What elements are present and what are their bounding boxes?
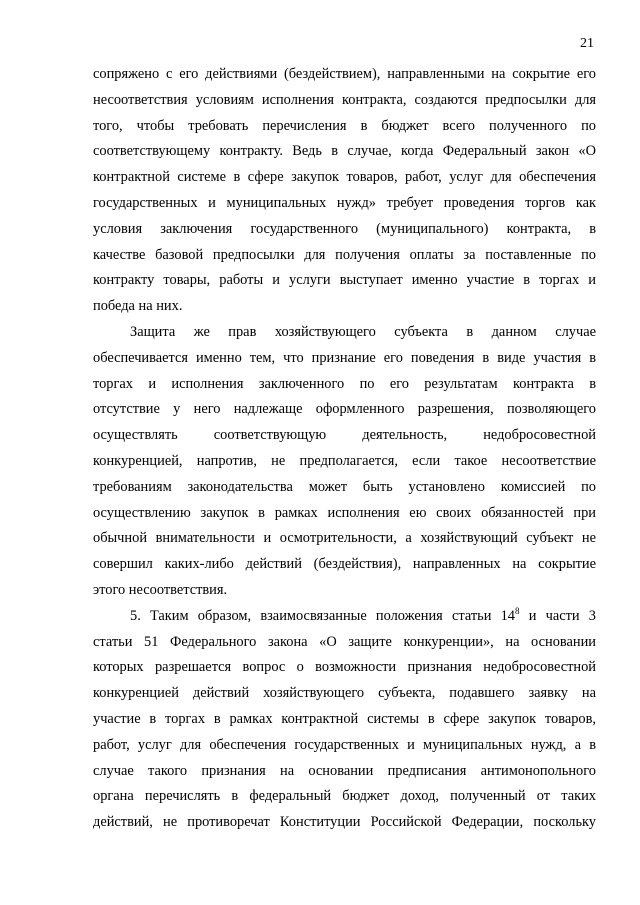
text-line: условия заключения государственного (муниципального) контракта, в [93, 220, 596, 237]
paragraph-1 [93, 62, 596, 320]
paragraph-2 [93, 320, 596, 604]
text-line: участие в торгах в рамках контрактной системы в сфере закупок товаров, [93, 710, 596, 727]
text-line: случае такого признания на основании предписания антимонопольного [93, 762, 596, 779]
text-line: контракту товары, работы и услуги выступает именно участие в торгах и [93, 272, 596, 289]
text-line: осуществлять соответствующую деятельность, недобросовестной [93, 427, 596, 444]
text-line: Защита же прав хозяйствующего субъекта в данном случае [130, 323, 596, 340]
text-line: качестве базовой предпосылки для получения оплаты за поставленные по [93, 246, 596, 263]
text-line: этого несоответствия. [93, 581, 228, 598]
text-line: сопряжено с его действиями (бездействием), направленными на сокрытие его [93, 66, 596, 82]
text-line: совершил каких-либо действий (бездействия), направленных на сокрытие [93, 556, 596, 573]
text-line: конкуренцией, напротив, не предполагается, если такое несоответствие [93, 452, 596, 469]
text-line: несоответствия условиям исполнения контракта, создаются предпосылки для [93, 91, 596, 108]
text-line: конкуренцией действий хозяйствующего субъекта, подавшего заявку на [93, 685, 596, 702]
text-line: победа на них. [93, 298, 183, 315]
text-line: соответствующему контракту. Ведь в случае, когда Федеральный закон «О [93, 143, 596, 160]
body-text [93, 62, 596, 836]
page-number: 21 [580, 36, 594, 51]
text-line: осуществлению закупок в рамках исполнения ею своих обязанностей при [93, 504, 596, 521]
text-line: торгах и исполнения заключенного по его результатам контракта в [93, 375, 596, 392]
text-line: требованиям законодательства может быть установлено комиссией по [93, 478, 596, 495]
paragraph-3 [93, 604, 596, 836]
text-line: органа перечислять в федеральный бюджет доход, полученный от таких [93, 788, 596, 805]
text-line: которых разрешается вопрос о возможности признания недобросовестной [93, 659, 596, 676]
text-line: того, чтобы требовать перечисления в бюджет всего полученного по [93, 117, 596, 134]
text-fragment: и части 3 [519, 607, 596, 624]
footnote-superscript: 8 [515, 605, 520, 616]
text-fragment: 5. Таким образом, взаимосвязанные положения статьи 14 [130, 607, 515, 624]
text-line: отсутствие у него надлежаще оформленного разрешения, позволяющего [93, 401, 596, 418]
text-line: обычной внимательности и осмотрительности, а хозяйствующий субъект не [93, 530, 596, 547]
text-line: государственных и муниципальных нужд» требует проведения торгов как [93, 194, 596, 211]
text-line [93, 604, 596, 630]
text-line: обеспечивается именно тем, что признание его поведения в виде участия в [93, 349, 596, 366]
text-line: контрактной системе в сфере закупок товаров, работ, услуг для обеспечения [93, 169, 596, 186]
text-line: статьи 51 Федерального закона «О защите конкуренции», на основании [93, 633, 596, 650]
text-line: работ, услуг для обеспечения государственных и муниципальных нужд, а в [93, 736, 596, 753]
text-line: действий, не противоречат Конституции Российской Федерации, поскольку [93, 814, 596, 831]
